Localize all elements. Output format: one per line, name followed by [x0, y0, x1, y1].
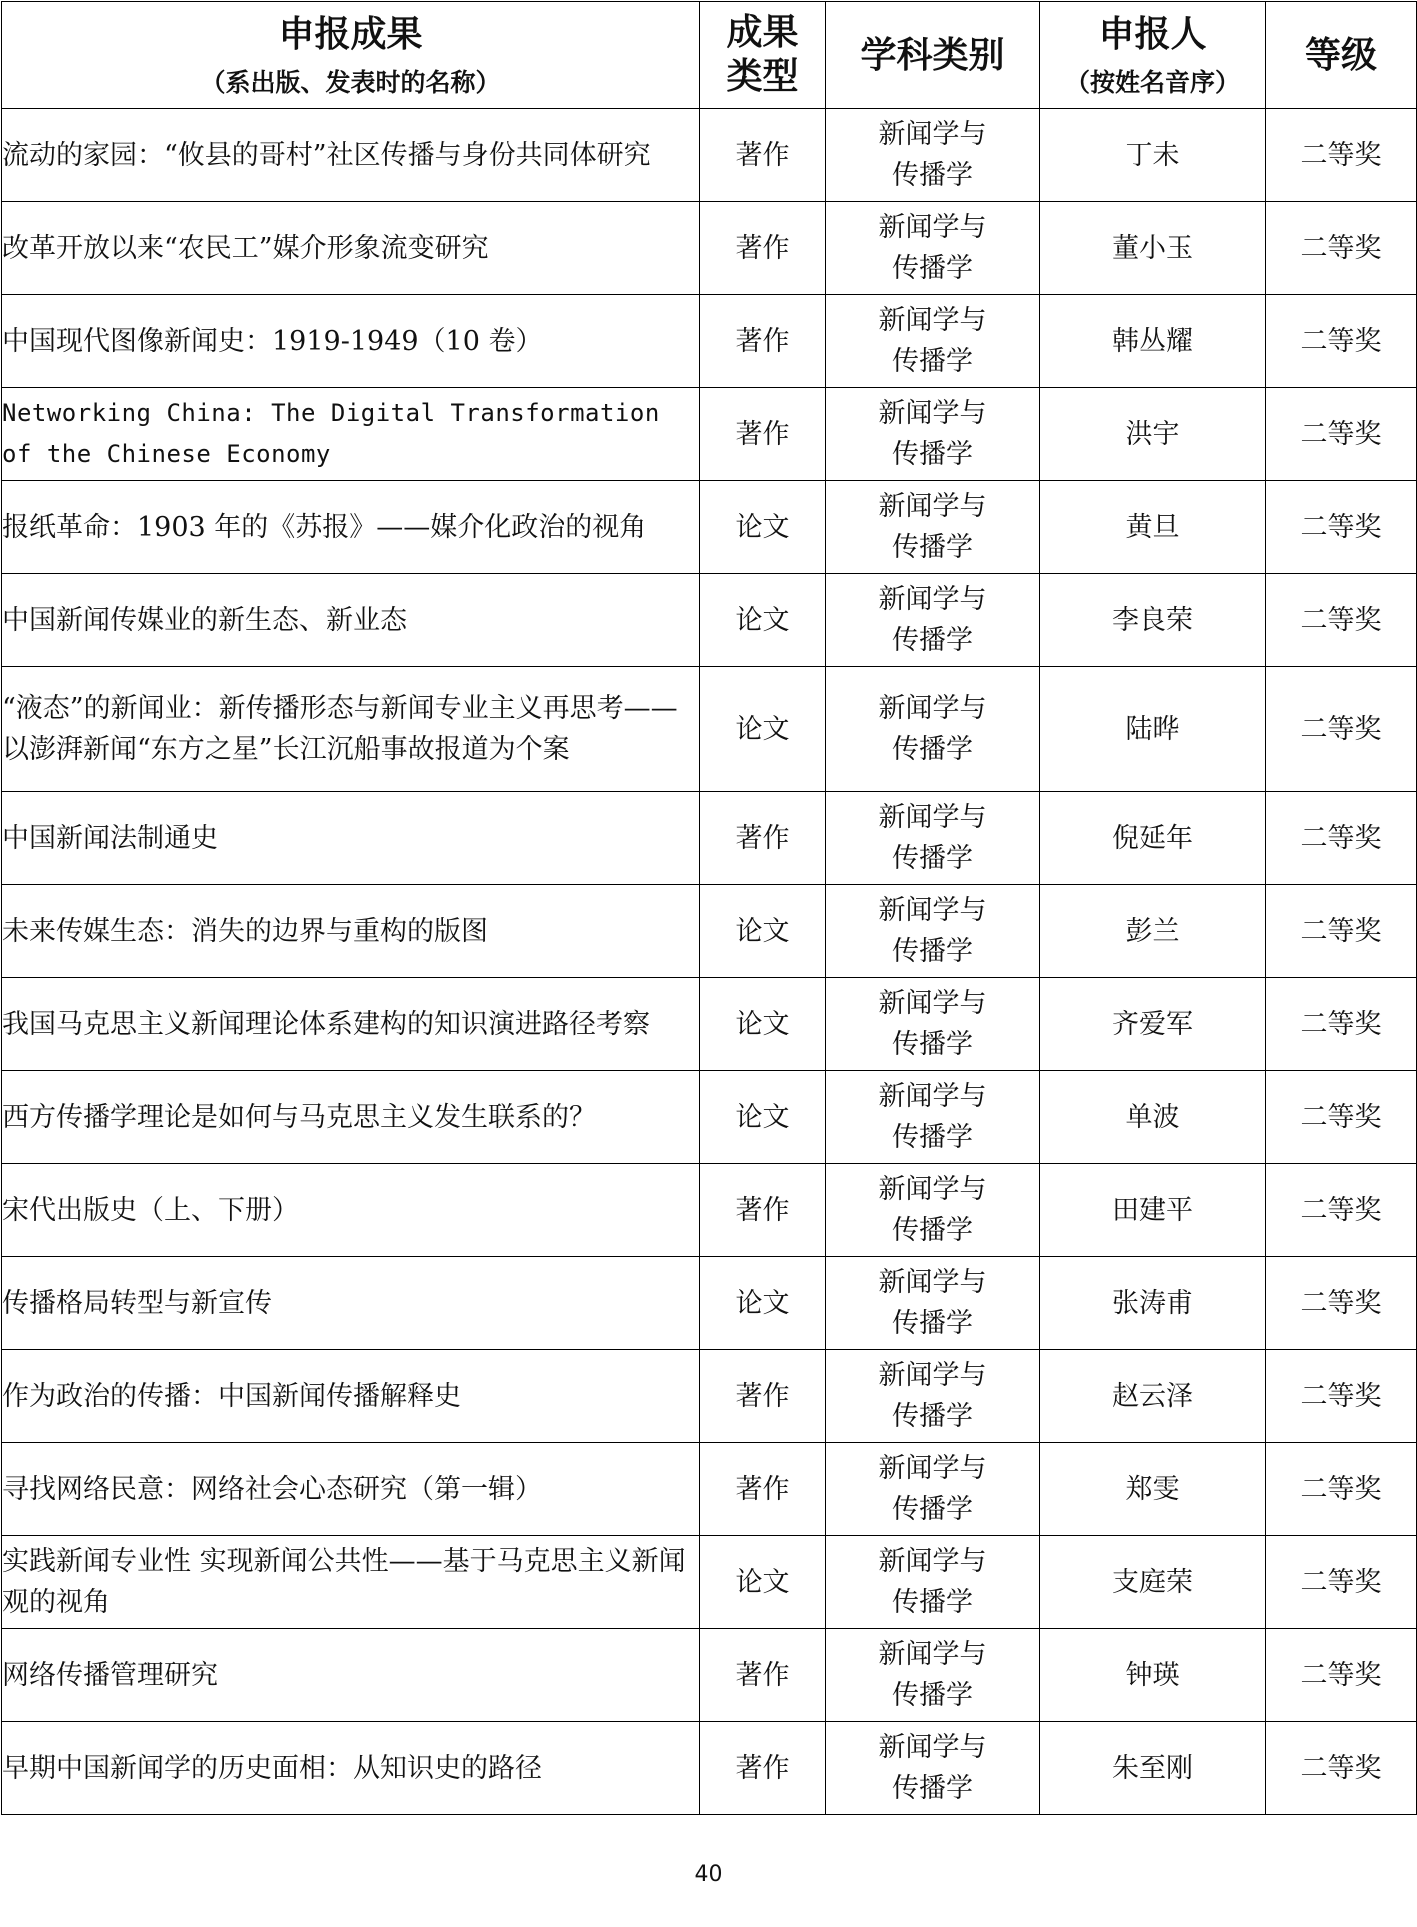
header-type-line1: 成果	[726, 12, 799, 54]
table-header-row	[2, 2, 1417, 109]
cell-subject-line1: 新闻学与	[878, 1546, 987, 1577]
cell-subject	[826, 792, 1040, 885]
cell-title: 传播格局转型与新宣传	[2, 1257, 700, 1350]
cell-subject-line2: 传播学	[892, 1401, 973, 1432]
cell-person: 彭兰	[1040, 885, 1266, 978]
header-title-sub: （系出版、发表时的名称）	[200, 67, 501, 97]
cell-title: Networking China: The Digital Transformation of the Chinese Economy	[2, 388, 700, 481]
cell-level: 二等奖	[1266, 574, 1417, 667]
cell-type: 论文	[700, 574, 826, 667]
cell-subject-line1: 新闻学与	[878, 1174, 987, 1205]
cell-subject-line1: 新闻学与	[878, 693, 987, 724]
cell-subject-line1: 新闻学与	[878, 1081, 987, 1112]
header-person-main: 申报人	[1098, 13, 1207, 55]
cell-subject-line1: 新闻学与	[878, 119, 987, 150]
cell-subject	[826, 109, 1040, 202]
cell-type: 著作	[700, 1722, 826, 1815]
cell-title: 中国新闻传媒业的新生态、新业态	[2, 574, 700, 667]
cell-level: 二等奖	[1266, 667, 1417, 792]
cell-type: 论文	[700, 1536, 826, 1629]
cell-title: 寻找网络民意：网络社会心态研究（第一辑）	[2, 1443, 700, 1536]
cell-subject-line1: 新闻学与	[878, 802, 987, 833]
cell-level: 二等奖	[1266, 1536, 1417, 1629]
table-row	[2, 978, 1417, 1071]
cell-subject-line1: 新闻学与	[878, 491, 987, 522]
cell-level: 二等奖	[1266, 1629, 1417, 1722]
cell-subject-line1: 新闻学与	[878, 584, 987, 615]
cell-subject-line1: 新闻学与	[878, 988, 987, 1019]
cell-type: 论文	[700, 1071, 826, 1164]
table-row	[2, 885, 1417, 978]
cell-subject	[826, 1629, 1040, 1722]
table-row	[2, 574, 1417, 667]
cell-title: 我国马克思主义新闻理论体系建构的知识演进路径考察	[2, 978, 700, 1071]
cell-subject-line2: 传播学	[892, 160, 973, 191]
table-row	[2, 1536, 1417, 1629]
cell-type: 论文	[700, 667, 826, 792]
cell-level: 二等奖	[1266, 109, 1417, 202]
cell-person: 丁未	[1040, 109, 1266, 202]
cell-subject	[826, 1350, 1040, 1443]
cell-title: 流动的家园：“攸县的哥村”社区传播与身份共同体研究	[2, 109, 700, 202]
table-row	[2, 1350, 1417, 1443]
cell-title: 未来传媒生态：消失的边界与重构的版图	[2, 885, 700, 978]
table-row	[2, 792, 1417, 885]
cell-level: 二等奖	[1266, 885, 1417, 978]
cell-title: 中国新闻法制通史	[2, 792, 700, 885]
cell-person: 倪延年	[1040, 792, 1266, 885]
cell-subject-line2: 传播学	[892, 734, 973, 765]
cell-person: 齐爱军	[1040, 978, 1266, 1071]
cell-subject-line2: 传播学	[892, 253, 973, 284]
cell-person: 黄旦	[1040, 481, 1266, 574]
table-row	[2, 388, 1417, 481]
header-level-label: 等级	[1304, 34, 1377, 76]
cell-subject	[826, 295, 1040, 388]
table-row	[2, 202, 1417, 295]
cell-title: 西方传播学理论是如何与马克思主义发生联系的？	[2, 1071, 700, 1164]
cell-subject-line2: 传播学	[892, 936, 973, 967]
cell-level: 二等奖	[1266, 1722, 1417, 1815]
cell-title: 实践新闻专业性 实现新闻公共性——基于马克思主义新闻观的视角	[2, 1536, 700, 1629]
cell-person: 张涛甫	[1040, 1257, 1266, 1350]
cell-type: 著作	[700, 1443, 826, 1536]
cell-title: 改革开放以来“农民工”媒介形象流变研究	[2, 202, 700, 295]
cell-subject-line2: 传播学	[892, 625, 973, 656]
cell-level: 二等奖	[1266, 1350, 1417, 1443]
cell-type: 著作	[700, 792, 826, 885]
cell-type: 论文	[700, 885, 826, 978]
cell-level: 二等奖	[1266, 481, 1417, 574]
cell-subject-line2: 传播学	[892, 532, 973, 563]
cell-subject-line2: 传播学	[892, 346, 973, 377]
cell-subject	[826, 481, 1040, 574]
cell-subject-line2: 传播学	[892, 1215, 973, 1246]
header-subject-label: 学科类别	[860, 34, 1005, 76]
table-row	[2, 1071, 1417, 1164]
cell-type: 著作	[700, 1164, 826, 1257]
cell-subject	[826, 1257, 1040, 1350]
cell-subject-line2: 传播学	[892, 1773, 973, 1804]
header-person-sub: （按姓名音序）	[1064, 67, 1240, 97]
cell-subject	[826, 1071, 1040, 1164]
cell-subject	[826, 885, 1040, 978]
cell-type: 著作	[700, 109, 826, 202]
cell-subject	[826, 202, 1040, 295]
table-row	[2, 481, 1417, 574]
cell-type: 著作	[700, 1629, 826, 1722]
cell-person: 单波	[1040, 1071, 1266, 1164]
cell-person: 陆晔	[1040, 667, 1266, 792]
cell-level: 二等奖	[1266, 1443, 1417, 1536]
header-type	[700, 2, 826, 109]
cell-person: 郑雯	[1040, 1443, 1266, 1536]
table-row	[2, 109, 1417, 202]
page-number: 40	[694, 1862, 723, 1887]
cell-subject	[826, 574, 1040, 667]
table-row	[2, 1722, 1417, 1815]
cell-type: 著作	[700, 295, 826, 388]
cell-type: 著作	[700, 1350, 826, 1443]
cell-person: 钟瑛	[1040, 1629, 1266, 1722]
cell-level: 二等奖	[1266, 1164, 1417, 1257]
header-level	[1266, 2, 1417, 109]
table-row	[2, 1443, 1417, 1536]
cell-subject-line1: 新闻学与	[878, 305, 987, 336]
cell-type: 著作	[700, 388, 826, 481]
cell-subject-line2: 传播学	[892, 1587, 973, 1618]
cell-level: 二等奖	[1266, 978, 1417, 1071]
cell-person: 朱至刚	[1040, 1722, 1266, 1815]
cell-subject-line1: 新闻学与	[878, 212, 987, 243]
cell-title: 早期中国新闻学的历史面相：从知识史的路径	[2, 1722, 700, 1815]
cell-level: 二等奖	[1266, 388, 1417, 481]
cell-subject	[826, 978, 1040, 1071]
cell-subject-line2: 传播学	[892, 1029, 973, 1060]
cell-type: 论文	[700, 978, 826, 1071]
cell-person: 赵云泽	[1040, 1350, 1266, 1443]
cell-title: “液态”的新闻业：新传播形态与新闻专业主义再思考——以澎湃新闻“东方之星”长江沉船事故报道为个案	[2, 667, 700, 792]
cell-type: 论文	[700, 1257, 826, 1350]
cell-subject-line1: 新闻学与	[878, 1267, 987, 1298]
cell-subject-line1: 新闻学与	[878, 1453, 987, 1484]
table-row	[2, 1257, 1417, 1350]
awards-table	[1, 1, 1417, 1815]
table-row	[2, 295, 1417, 388]
cell-title: 作为政治的传播：中国新闻传播解释史	[2, 1350, 700, 1443]
table-row	[2, 667, 1417, 792]
cell-level: 二等奖	[1266, 1257, 1417, 1350]
cell-level: 二等奖	[1266, 295, 1417, 388]
cell-subject-line2: 传播学	[892, 843, 973, 874]
cell-type: 论文	[700, 481, 826, 574]
cell-title: 中国现代图像新闻史：1919-1949（10 卷）	[2, 295, 700, 388]
cell-subject-line2: 传播学	[892, 1680, 973, 1711]
cell-subject-line2: 传播学	[892, 439, 973, 470]
cell-person: 洪宇	[1040, 388, 1266, 481]
header-title-main: 申报成果	[278, 13, 423, 55]
header-person	[1040, 2, 1266, 109]
cell-subject-line2: 传播学	[892, 1308, 973, 1339]
cell-subject	[826, 1443, 1040, 1536]
header-title	[2, 2, 700, 109]
cell-subject-line1: 新闻学与	[878, 1360, 987, 1391]
cell-level: 二等奖	[1266, 1071, 1417, 1164]
table-body	[2, 109, 1417, 1815]
cell-subject-line1: 新闻学与	[878, 398, 987, 429]
cell-subject-line1: 新闻学与	[878, 895, 987, 926]
cell-subject	[826, 388, 1040, 481]
table-row	[2, 1164, 1417, 1257]
cell-title: 网络传播管理研究	[2, 1629, 700, 1722]
cell-subject-line1: 新闻学与	[878, 1732, 987, 1763]
cell-type: 著作	[700, 202, 826, 295]
cell-level: 二等奖	[1266, 792, 1417, 885]
cell-title: 宋代出版史（上、下册）	[2, 1164, 700, 1257]
cell-subject	[826, 667, 1040, 792]
cell-title: 报纸革命：1903 年的《苏报》——媒介化政治的视角	[2, 481, 700, 574]
cell-subject-line2: 传播学	[892, 1494, 973, 1525]
cell-person: 董小玉	[1040, 202, 1266, 295]
cell-subject-line1: 新闻学与	[878, 1639, 987, 1670]
cell-subject	[826, 1722, 1040, 1815]
table-row	[2, 1629, 1417, 1722]
cell-person: 田建平	[1040, 1164, 1266, 1257]
cell-person: 李良荣	[1040, 574, 1266, 667]
cell-subject	[826, 1164, 1040, 1257]
cell-subject	[826, 1536, 1040, 1629]
cell-person: 支庭荣	[1040, 1536, 1266, 1629]
header-type-line2: 类型	[726, 56, 799, 97]
cell-level: 二等奖	[1266, 202, 1417, 295]
cell-subject-line2: 传播学	[892, 1122, 973, 1153]
cell-person: 韩丛耀	[1040, 295, 1266, 388]
header-subject	[826, 2, 1040, 109]
